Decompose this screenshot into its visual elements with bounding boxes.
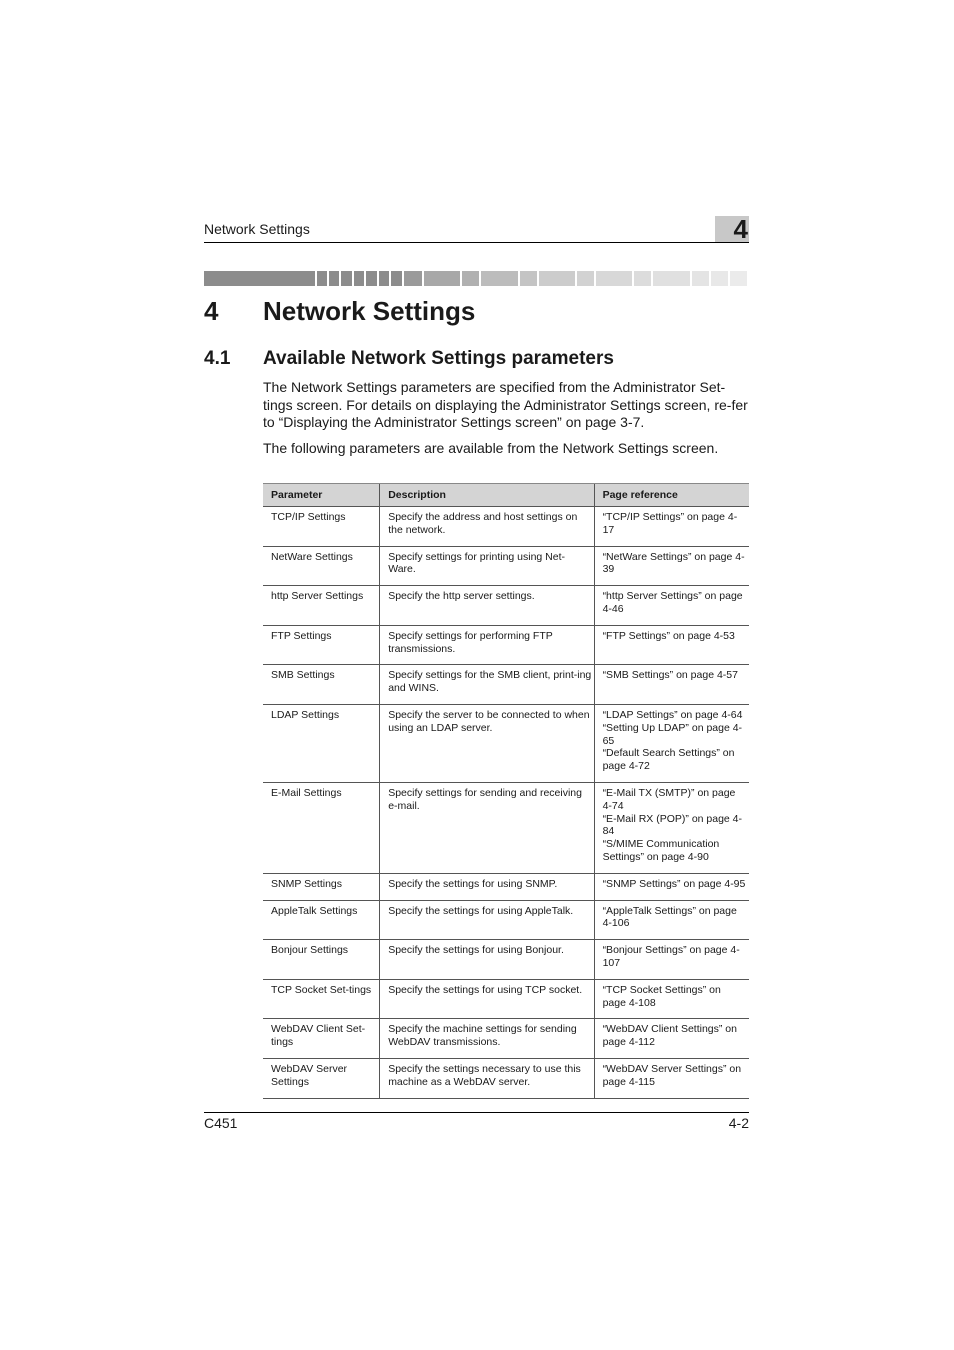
header-description: Description <box>380 484 594 507</box>
decorative-bar-segment <box>354 271 366 286</box>
description-cell: Specify settings for the SMB client, print-ing and WINS. <box>380 665 594 705</box>
decorative-bar <box>204 271 749 286</box>
running-header-title: Network Settings <box>204 221 310 237</box>
parameter-cell: FTP Settings <box>263 625 380 665</box>
description-cell: Specify the settings for using TCP socket. <box>380 979 594 1019</box>
running-header <box>204 214 749 244</box>
page-reference-cell <box>594 586 749 626</box>
page-reference-cell <box>594 940 749 980</box>
parameter-cell: SNMP Settings <box>263 873 380 900</box>
table-row <box>263 940 749 980</box>
table-row <box>263 546 749 586</box>
page-reference-cell <box>594 704 749 782</box>
description-cell: Specify the server to be connected to when using an LDAP server. <box>380 704 594 782</box>
page-reference-link[interactable]: “TCP/IP Settings” on page 4-17 <box>602 511 738 536</box>
chapter-tab-number: 4 <box>733 214 748 244</box>
decorative-bar-segment <box>329 271 341 286</box>
table-row <box>263 1058 749 1098</box>
page-reference-cell <box>594 665 749 705</box>
table-row <box>263 900 749 940</box>
description-cell: Specify the settings for using Bonjour. <box>380 940 594 980</box>
table-row <box>263 586 749 626</box>
table-row <box>263 873 749 900</box>
decorative-bar-segment <box>539 271 577 286</box>
page-reference-cell <box>594 782 749 873</box>
page-reference-link[interactable]: “Default Search Settings” on page 4-72 <box>602 747 735 773</box>
page-reference-link[interactable]: “Bonjour Settings” on page 4-107 <box>602 944 740 969</box>
parameter-cell: NetWare Settings <box>263 546 380 586</box>
parameter-cell: WebDAV Server Settings <box>263 1058 380 1098</box>
table-row <box>263 507 749 547</box>
chapter-heading <box>204 296 475 327</box>
table-row <box>263 782 749 873</box>
parameter-cell: TCP/IP Settings <box>263 507 380 547</box>
page-reference-link[interactable]: “WebDAV Client Settings” on page 4-112 <box>602 1023 737 1049</box>
page-reference-cell <box>594 900 749 940</box>
table-row <box>263 979 749 1019</box>
decorative-bar-segment <box>391 271 403 286</box>
decorative-bar-segment <box>379 271 391 286</box>
parameter-cell: http Server Settings <box>263 586 380 626</box>
decorative-bar-segment <box>462 271 481 286</box>
table-header-row <box>263 484 749 507</box>
page-reference-link[interactable]: “E-Mail RX (POP)” on page 4-84 <box>602 812 743 838</box>
parameter-cell: WebDAV Client Set-tings <box>263 1019 380 1059</box>
page-reference-link[interactable]: “FTP Settings” on page 4-53 <box>602 629 735 642</box>
description-cell: Specify the settings necessary to use this machine as a WebDAV server. <box>380 1058 594 1098</box>
page-reference-link[interactable]: “Setting Up LDAP” on page 4-65 <box>602 721 743 747</box>
page-reference-cell <box>594 1058 749 1098</box>
page-reference-link[interactable]: “E-Mail TX (SMTP)” on page 4-74 <box>602 786 736 812</box>
page-reference-cell <box>594 625 749 665</box>
table-row <box>263 704 749 782</box>
table-intro-paragraph: The following parameters are available from the Network Settings screen. <box>263 440 719 456</box>
page-reference-link[interactable]: “http Server Settings” on page 4-46 <box>602 590 743 615</box>
footer-page-number: 4-2 <box>728 1115 749 1131</box>
page-reference-link[interactable]: “LDAP Settings” on page 4-64 <box>602 708 743 721</box>
decorative-bar-segment <box>711 271 730 286</box>
parameter-cell: TCP Socket Set-tings <box>263 979 380 1019</box>
page-reference-cell <box>594 979 749 1019</box>
parameter-cell: SMB Settings <box>263 665 380 705</box>
parameter-cell: E-Mail Settings <box>263 782 380 873</box>
decorative-bar-segment <box>366 271 378 286</box>
description-cell: Specify settings for sending and receiving e-mail. <box>380 782 594 873</box>
table-row <box>263 665 749 705</box>
decorative-bar-segment <box>634 271 653 286</box>
parameter-cell: AppleTalk Settings <box>263 900 380 940</box>
decorative-bar-segment <box>577 271 596 286</box>
description-cell: Specify the http server settings. <box>380 586 594 626</box>
table-row <box>263 1019 749 1059</box>
page-reference-link[interactable]: “S/MIME Communication Settings” on page 4-90 <box>602 838 720 863</box>
table-row <box>263 625 749 665</box>
page-reference-link[interactable]: “NetWare Settings” on page 4-39 <box>602 550 745 576</box>
description-cell: Specify the machine settings for sending WebDAV transmissions. <box>380 1019 594 1059</box>
page-reference-cell <box>594 1019 749 1059</box>
running-footer <box>204 1112 749 1133</box>
intro-paragraph: The Network Settings parameters are specified from the Administrator Set-tings screen. For details on displaying the Administrator Settings screen, re-fer to “Displaying the Administrator Settings screen” on page 3-7. <box>263 379 748 430</box>
decorative-bar-segment <box>692 271 711 286</box>
table-body <box>263 507 749 1099</box>
decorative-bar-segment <box>341 271 353 286</box>
description-cell: Specify the address and host settings on the network. <box>380 507 594 547</box>
page-reference-cell <box>594 546 749 586</box>
page-reference-link[interactable]: “SMB Settings” on page 4-57 <box>602 669 738 682</box>
decorative-bar-segment <box>730 271 749 286</box>
decorative-bar-segment <box>317 271 329 286</box>
header-page-reference: Page reference <box>594 484 749 507</box>
page-reference-cell <box>594 873 749 900</box>
description-cell: Specify settings for printing using Net-Ware. <box>380 546 594 586</box>
page-reference-link[interactable]: “TCP Socket Settings” on page 4-108 <box>602 983 721 1009</box>
page-reference-cell <box>594 507 749 547</box>
decorative-bar-segment <box>481 271 519 286</box>
page-reference-link[interactable]: “SNMP Settings” on page 4-95 <box>602 877 746 890</box>
parameter-cell: LDAP Settings <box>263 704 380 782</box>
description-cell: Specify the settings for using SNMP. <box>380 873 594 900</box>
decorative-bar-segment <box>596 271 634 286</box>
section-heading <box>204 348 614 370</box>
section-title: Available Network Settings parameters <box>263 348 614 369</box>
decorative-bar-segment <box>424 271 462 286</box>
parameters-table <box>263 483 749 1099</box>
description-cell: Specify the settings for using AppleTalk. <box>380 900 594 940</box>
chapter-title: Network Settings <box>263 296 476 326</box>
decorative-bar-segment <box>404 271 424 286</box>
chapter-number: 4 <box>204 296 219 326</box>
decorative-bar-segment <box>204 271 317 286</box>
page-reference-link[interactable]: “WebDAV Server Settings” on page 4-115 <box>602 1062 742 1088</box>
decorative-bar-segment <box>653 271 691 286</box>
chapter-tab <box>715 216 749 242</box>
description-cell: Specify settings for performing FTP transmissions. <box>380 625 594 665</box>
header-parameter: Parameter <box>263 484 380 507</box>
decorative-bar-segment <box>520 271 539 286</box>
parameter-cell: Bonjour Settings <box>263 940 380 980</box>
section-number: 4.1 <box>204 348 231 369</box>
page-reference-link[interactable]: “AppleTalk Settings” on page 4-106 <box>602 904 737 930</box>
footer-model: C451 <box>204 1115 238 1131</box>
